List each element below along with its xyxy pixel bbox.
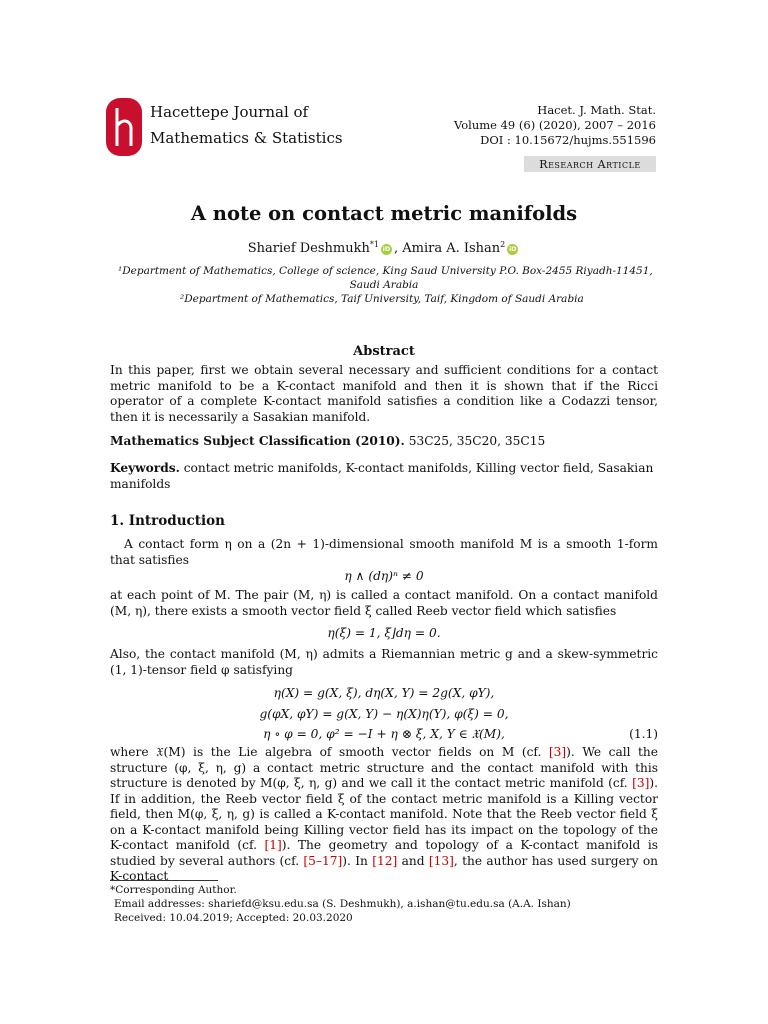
intro-paragraph-3: Also, the contact manifold (M, η) admits a Riemannian metric g and a skew-symmetric (1, 1)-tensor field φ satisfying: [110, 647, 658, 677]
paper-title: A note on contact metric manifolds: [190, 202, 578, 225]
volume-info: Volume 49 (6) (2020), 2007 – 2016: [453, 118, 656, 132]
keywords-line: [110, 461, 658, 492]
doi: DOI : 10.15672/hujms.551596: [480, 133, 656, 147]
author-list: Sharief Deshmukh$^{*1}$ iD , Amira A. Ishan$^2$ iD: [247, 240, 517, 256]
intro-paragraph-2: at each point of M. The pair (M, η) is called a contact manifold. On a contact manifold (M, η), there exists a smooth vector field ξ called Reeb vector field which satisfies: [110, 588, 658, 618]
citation-link[interactable]: [1]: [264, 838, 282, 852]
footnote-corresponding: *Corresponding Author.: [110, 884, 237, 896]
equation-1-1-line-1: η(X) = g(X, ξ), dη(X, Y) = 2g(X, φY),: [273, 686, 495, 700]
affiliation-1: ¹Department of Mathematics, College of science, King Saud University P.O. Box-2455 Riyadh-11451,: [118, 265, 653, 277]
abstract-heading: Abstract: [353, 344, 415, 359]
journal-name-line1: Hacettepe Journal of: [150, 103, 309, 121]
equation-contact-form: η ∧ (dη)ⁿ ≠ 0: [344, 569, 424, 583]
citation-link[interactable]: [12]: [372, 853, 398, 868]
citation-link[interactable]: [5–17]: [303, 853, 343, 868]
intro-paragraph-1: A contact form η on a (2n + 1)-dimensional smooth manifold M is a smooth 1-form that satisfies: [110, 537, 658, 567]
abstract-text: In this paper, first we obtain several necessary and sufficient conditions for a contact metric manifold to be a K-contact manifold and then it is shown that if the Ricci operator of a complete K-contact manifold satisfies a condition like a Codazzi tensor, then it is necessarily a Sasakian manifold.: [110, 363, 658, 424]
msc-value: 53C25, 35C20, 35C15: [408, 434, 546, 448]
journal-logo: [106, 98, 142, 156]
text-run: and: [397, 853, 429, 868]
citation-link[interactable]: [3]: [548, 745, 567, 759]
citation-link[interactable]: [13]: [428, 853, 454, 868]
equation-1-1-line-2: g(φX, φY) = g(X, Y) − η(X)η(Y), φ(ξ) = 0,: [259, 707, 509, 721]
text-run: ). The geometry and topology of a K-contact manifold is studied by several authors (cf.: [110, 838, 658, 868]
text-run: , the author has used surgery on K-contact: [110, 853, 659, 883]
section-heading: 1. Introduction: [110, 513, 225, 529]
msc-label: Mathematics Subject Classification (2010).: [110, 434, 405, 448]
journal-abbrev: Hacet. J. Math. Stat.: [537, 103, 656, 117]
footnote-emails: Email addresses: shariefd@ksu.edu.sa (S. Deshmukh), a.ishan@tu.edu.sa (A.A. Ishan): [114, 898, 571, 910]
author-1-sup: *1: [369, 240, 379, 249]
keywords-value: contact metric manifolds, K-contact manifolds, Killing vector field, Sasakian manifolds: [110, 461, 654, 491]
article-type-badge: Research Article: [524, 156, 656, 172]
author-2: Amira A. Ishan: [402, 241, 501, 256]
equation-1-1-line-3: η ∘ φ = 0, φ² = −I + η ⊗ ξ, X, Y ∈ 𝔛(M),: [263, 727, 505, 741]
equation-reeb: η(ξ) = 1, ξ⌋dη = 0.: [327, 626, 441, 640]
orcid-icon[interactable]: iD: [382, 245, 391, 253]
keywords-label: Keywords.: [110, 461, 180, 475]
text-run: ). In: [342, 853, 373, 868]
intro-paragraph-4: [110, 745, 658, 885]
text-run: where 𝔛(M) is the Lie algebra of smooth vector fields on M (cf.: [110, 745, 549, 759]
affiliation-1-country: Saudi Arabia: [349, 279, 419, 291]
msc-line: [110, 434, 658, 450]
journal-name-line2: Mathematics & Statistics: [150, 129, 343, 147]
citation-link[interactable]: [3]: [632, 776, 650, 790]
equation-number: (1.1): [629, 727, 658, 741]
orcid-icon[interactable]: iD: [508, 245, 517, 253]
affiliation-2: ²Department of Mathematics, Taif University, Taif, Kingdom of Saudi Arabia: [180, 293, 584, 305]
footnote-divider: [110, 880, 218, 881]
text-run: ). If in addition, the Reeb vector field ξ of the contact metric manifold is a Killing vector field, then M(φ, ξ, η, g) is called a K-contact manifold. Note that the Reeb vector field ξ on a K-contact manifold being Killing vector field has its impact on the topology of the K-contact manifold (cf.: [110, 776, 658, 852]
text-run: ). We call the structure (φ, ξ, η, g) a contact metric structure and the contact manifold with this structure is denoted by M(φ, ξ, η, g) and we call it the contact metric manifold (cf.: [110, 745, 658, 790]
author-1: Sharief Deshmukh: [247, 241, 370, 256]
footnote-dates: Received: 10.04.2019; Accepted: 20.03.2020: [114, 912, 353, 924]
author-2-sup: 2: [500, 240, 506, 249]
